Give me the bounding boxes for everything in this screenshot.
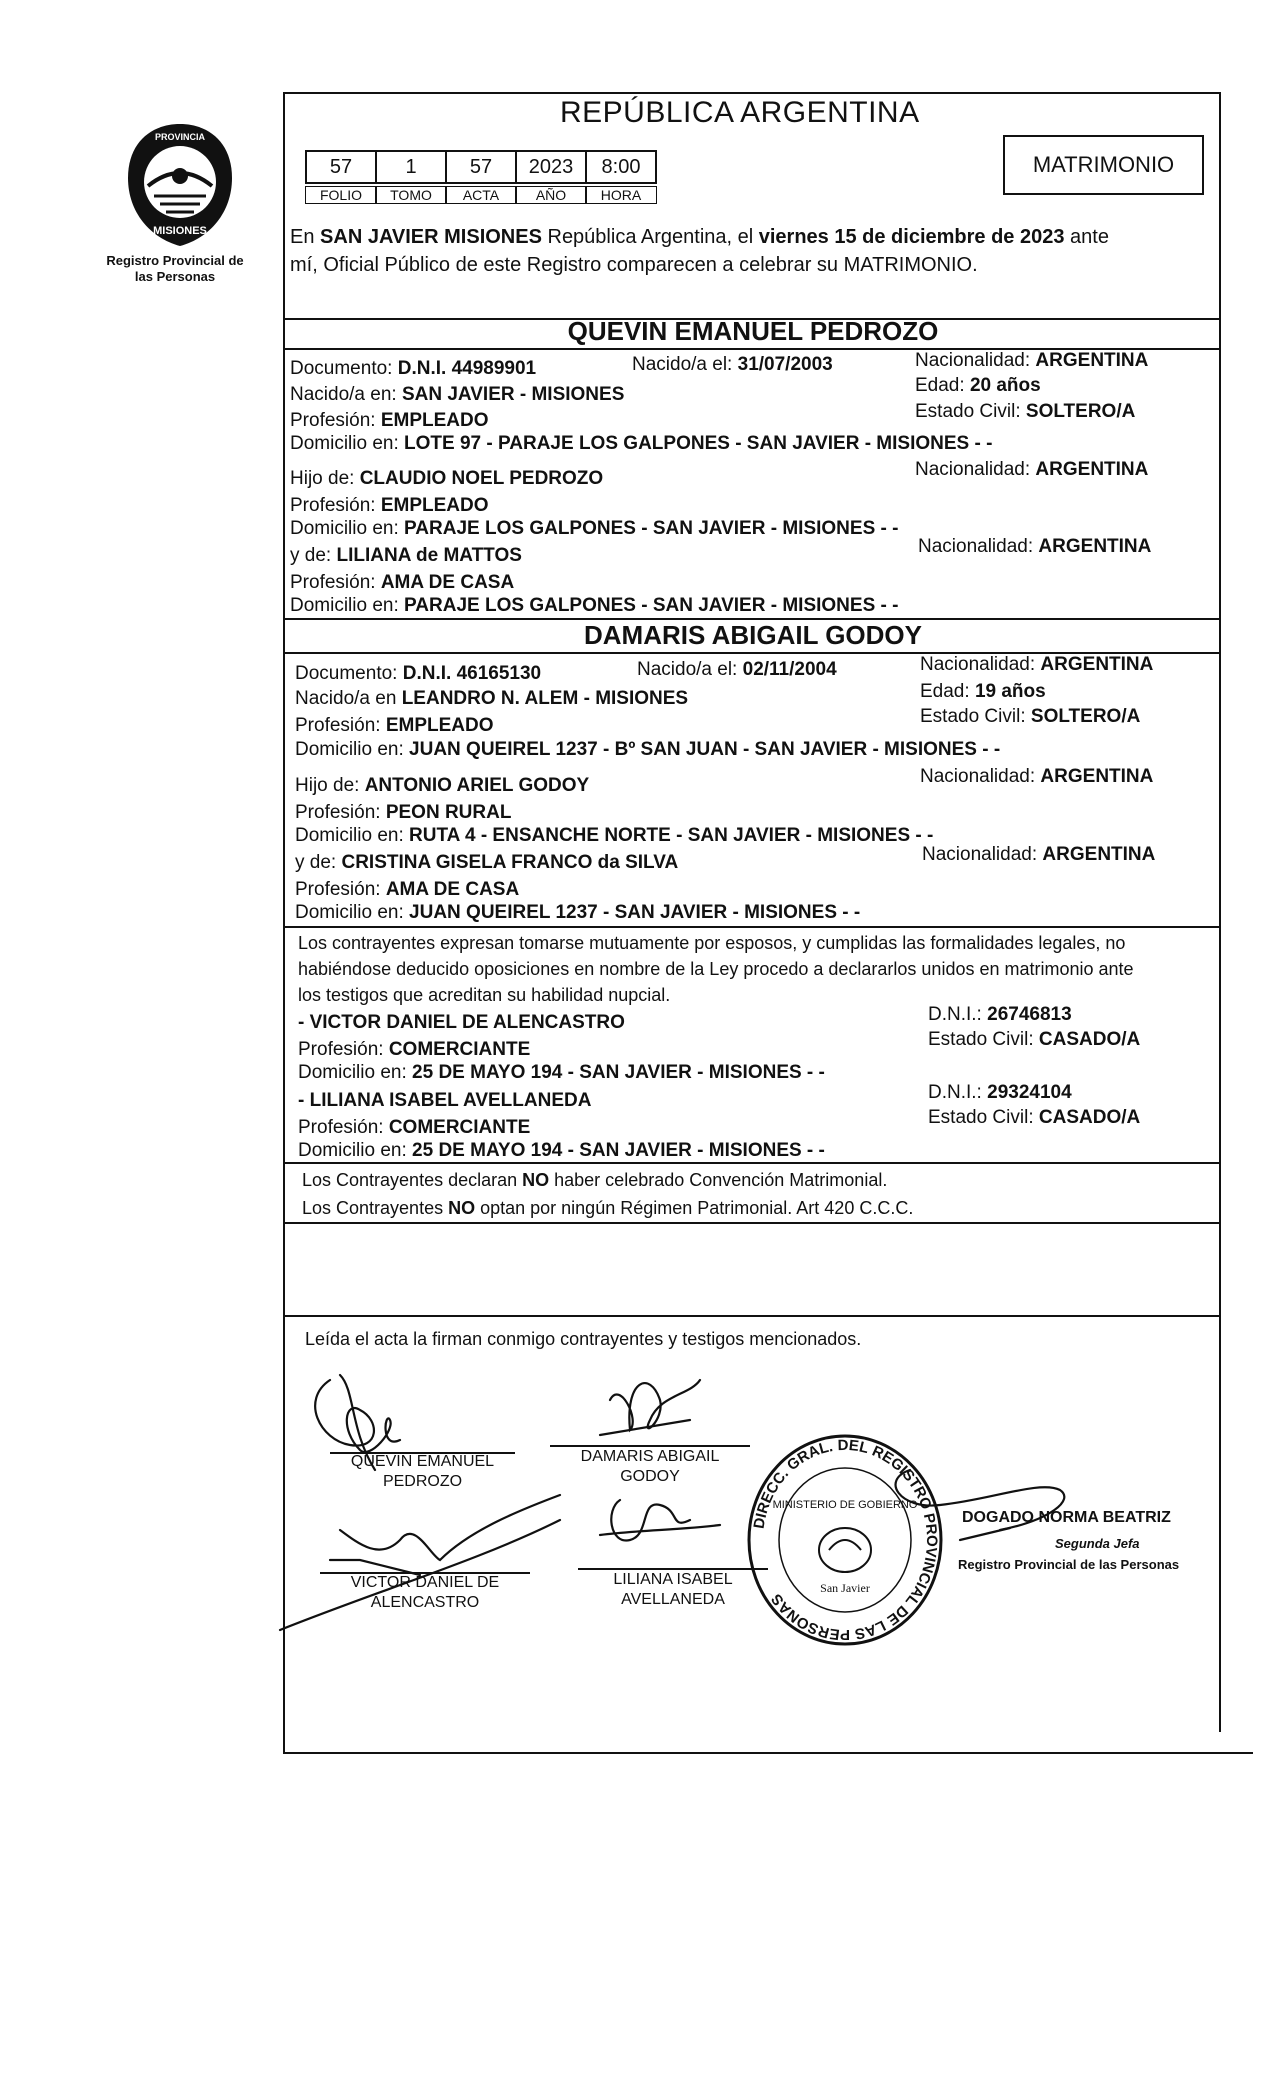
signature-name-2: DAMARIS ABIGAIL GODOY <box>580 1448 720 1485</box>
groom-mother-profession: Profesión: AMA DE CASA <box>290 572 515 593</box>
svg-text:MINISTERIO DE GOBIERNO: MINISTERIO DE GOBIERNO <box>772 1499 918 1511</box>
bride-birth-date: Nacido/a el: 02/11/2004 <box>637 659 837 680</box>
divider <box>285 1315 1221 1317</box>
folio-label: FOLIO <box>305 186 377 204</box>
officer-org: Registro Provincial de las Personas <box>958 1557 1180 1572</box>
officer-name: DOGADO NORMA BEATRIZ <box>962 1509 1171 1526</box>
bride-mother-profession: Profesión: AMA DE CASA <box>295 879 520 900</box>
groom-age: Edad: 20 años <box>915 375 1041 396</box>
declaration-line-1: Los contrayentes expresan tomarse mutuamente por esposos, y cumplidas las formalidades legales, no <box>298 933 1126 953</box>
bride-address: Domicilio en: JUAN QUEIREL 1237 - Bº SAN JUAN - SAN JAVIER - MISIONES - - <box>295 739 1001 760</box>
groom-nationality: Nacionalidad: ARGENTINA <box>915 350 1149 371</box>
intro-line-1: En SAN JAVIER MISIONES República Argentina, el viernes 15 de diciembre de 2023 ante <box>290 226 1109 248</box>
signature-name-4: LILIANA ISABEL AVELLANEDA <box>613 1571 733 1608</box>
folio-value: 57 <box>305 150 377 184</box>
declaration-line-2: habiéndose deducido oposiciones en nombre de la Ley procedo a declararlos unidos en matrimonio ante <box>298 959 1134 979</box>
witness-2-address: Domicilio en: 25 DE MAYO 194 - SAN JAVIER - MISIONES - - <box>298 1140 825 1161</box>
signature-name-3: VICTOR DANIEL DE ALENCASTRO <box>350 1574 500 1611</box>
logo-caption: Registro Provincial de las Personas <box>106 253 244 284</box>
bride-civil-status: Estado Civil: SOLTERO/A <box>920 706 1141 727</box>
groom-mother-nationality: Nacionalidad: ARGENTINA <box>918 536 1152 557</box>
bride-mother: y de: CRISTINA GISELA FRANCO da SILVA <box>295 852 679 873</box>
groom-profession: Profesión: EMPLEADO <box>290 410 489 431</box>
declaration-line-3: los testigos que acreditan su habilidad nupcial. <box>298 985 671 1005</box>
convention-line-1: Los Contrayentes declaran NO haber celebrado Convención Matrimonial. <box>302 1170 888 1190</box>
bride-father-profession: Profesión: PEON RURAL <box>295 802 512 823</box>
divider <box>285 926 1221 928</box>
groom-document: Documento: D.N.I. 44989901 <box>290 358 537 379</box>
bride-father-nationality: Nacionalidad: ARGENTINA <box>920 766 1154 787</box>
bride-age: Edad: 19 años <box>920 681 1046 702</box>
anio-value: 2023 <box>515 150 587 184</box>
act-type-box: MATRIMONIO <box>1003 135 1204 195</box>
bride-profession: Profesión: EMPLEADO <box>295 715 494 736</box>
frame-top <box>283 92 1221 94</box>
intro-line-2: mí, Oficial Público de este Registro comparecen a celebrar su MATRIMONIO. <box>290 254 978 276</box>
groom-father-profession: Profesión: EMPLEADO <box>290 495 489 516</box>
groom-address: Domicilio en: LOTE 97 - PARAJE LOS GALPONES - SAN JAVIER - MISIONES - - <box>290 433 993 454</box>
groom-name: QUEVIN EMANUEL PEDROZO <box>567 316 939 346</box>
svg-text:MISIONES: MISIONES <box>153 225 207 237</box>
tomo-value: 1 <box>375 150 447 184</box>
officer-role: Segunda Jefa <box>1055 1536 1140 1551</box>
witness-2-civil-status: Estado Civil: CASADO/A <box>928 1107 1141 1128</box>
svg-text:DIRECC. GRAL. DEL REGISTRO PRO: DIRECC. GRAL. DEL REGISTRO PROVINCIAL DE LAS PERSONAS <box>750 1436 941 1644</box>
bride-document: Documento: D.N.I. 46165130 <box>295 663 542 684</box>
witness-2-name: - LILIANA ISABEL AVELLANEDA <box>298 1090 592 1111</box>
anio-label: AÑO <box>515 186 587 204</box>
hora-value: 8:00 <box>585 150 657 184</box>
bride-nationality: Nacionalidad: ARGENTINA <box>920 654 1154 675</box>
groom-father-address: Domicilio en: PARAJE LOS GALPONES - SAN JAVIER - MISIONES - - <box>290 518 899 539</box>
groom-mother-address: Domicilio en: PARAJE LOS GALPONES - SAN JAVIER - MISIONES - - <box>290 595 899 616</box>
provincial-seal-logo <box>120 120 240 250</box>
bride-mother-nationality: Nacionalidad: ARGENTINA <box>922 844 1156 865</box>
bride-father: Hijo de: ANTONIO ARIEL GODOY <box>295 775 590 796</box>
groom-birth-date: Nacido/a el: 31/07/2003 <box>632 354 833 375</box>
svg-text:PROVINCIA: PROVINCIA <box>154 132 206 142</box>
witness-1-name: - VICTOR DANIEL DE ALENCASTRO <box>298 1012 625 1033</box>
groom-father-nationality: Nacionalidad: ARGENTINA <box>915 459 1149 480</box>
convention-line-2: Los Contrayentes NO optan por ningún Régimen Patrimonial. Art 420 C.C.C. <box>302 1198 914 1218</box>
groom-civil-status: Estado Civil: SOLTERO/A <box>915 401 1136 422</box>
divider <box>285 1162 1221 1164</box>
groom-father: Hijo de: CLAUDIO NOEL PEDROZO <box>290 468 604 489</box>
hora-label: HORA <box>585 186 657 204</box>
bride-name: DAMARIS ABIGAIL GODOY <box>583 620 922 650</box>
official-stamp <box>745 1430 945 1650</box>
signature-name-1: QUEVIN EMANUEL PEDROZO <box>350 1453 495 1490</box>
bride-birth-place: Nacido/a en LEANDRO N. ALEM - MISIONES <box>295 688 689 709</box>
bride-mother-address: Domicilio en: JUAN QUEIREL 1237 - SAN JAVIER - MISIONES - - <box>295 902 861 923</box>
country-title: REPÚBLICA ARGENTINA <box>560 96 920 129</box>
witness-1-dni: D.N.I.: 26746813 <box>928 1004 1072 1025</box>
bride-father-address: Domicilio en: RUTA 4 - ENSANCHE NORTE - SAN JAVIER - MISIONES - - <box>295 825 934 846</box>
witness-1-profession: Profesión: COMERCIANTE <box>298 1039 531 1060</box>
witness-2-profession: Profesión: COMERCIANTE <box>298 1117 531 1138</box>
groom-birth-place: Nacido/a en: SAN JAVIER - MISIONES <box>290 384 625 405</box>
acta-label: ACTA <box>445 186 517 204</box>
witness-1-civil-status: Estado Civil: CASADO/A <box>928 1029 1141 1050</box>
closing-statement: Leída el acta la firman conmigo contrayentes y testigos mencionados. <box>305 1329 862 1349</box>
acta-value: 57 <box>445 150 517 184</box>
groom-mother: y de: LILIANA de MATTOS <box>290 545 522 566</box>
divider <box>285 1222 1221 1224</box>
svg-text:San Javier: San Javier <box>820 1581 870 1595</box>
witness-2-dni: D.N.I.: 29324104 <box>928 1082 1072 1103</box>
frame-bottom <box>283 1752 1253 1754</box>
witness-1-address: Domicilio en: 25 DE MAYO 194 - SAN JAVIER - MISIONES - - <box>298 1062 825 1083</box>
tomo-label: TOMO <box>375 186 447 204</box>
